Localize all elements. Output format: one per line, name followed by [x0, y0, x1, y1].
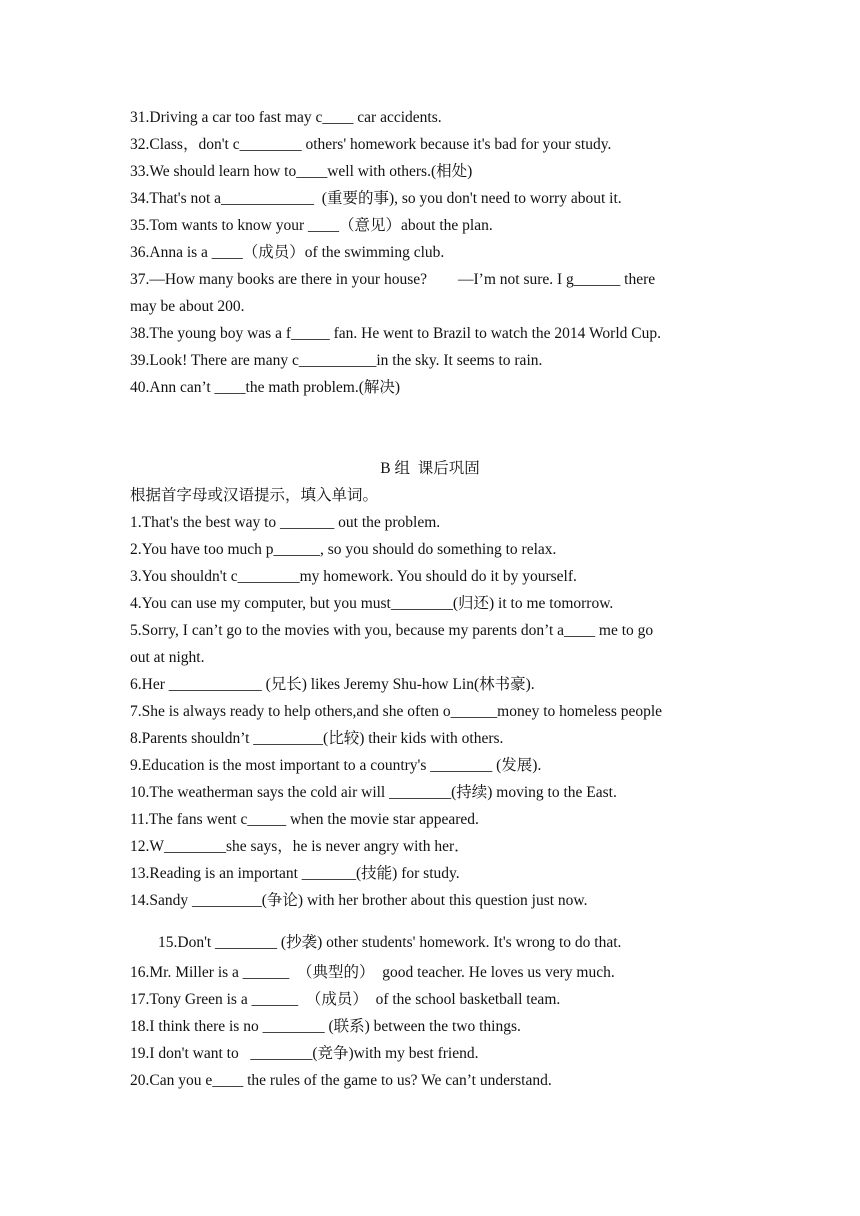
question-b13: 13.Reading is an important _______(技能) for study. [130, 865, 460, 882]
question-b16: 16.Mr. Miller is a ______ （典型的） good teacher. He loves us very much. [130, 964, 615, 981]
question-36: 36.Anna is a ____（成员）of the swimming club. [130, 244, 445, 261]
question-b19: 19.I don't want to ________(竞争)with my best friend. [130, 1045, 479, 1062]
question-38: 38.The young boy was a f_____ fan. He went to Brazil to watch the 2014 World Cup. [130, 325, 661, 342]
question-b17: 17.Tony Green is a ______ （成员） of the school basketball team. [130, 991, 561, 1008]
question-40: 40.Ann can’t ____the math problem.(解决) [130, 379, 401, 396]
section-b-instruction: 根据首字母或汉语提示，填入单词。 [130, 487, 379, 504]
question-b11: 11.The fans went c_____ when the movie star appeared. [130, 811, 479, 828]
question-b9: 9.Education is the most important to a country's ________ (发展). [130, 757, 542, 774]
question-b10: 10.The weatherman says the cold air will ________(持续) moving to the East. [130, 784, 617, 801]
question-34: 34.That's not a____________ (重要的事), so you don't need to worry about it. [130, 190, 622, 207]
question-37-continued: may be about 200. [130, 298, 245, 315]
question-b18: 18.I think there is no ________ (联系) between the two things. [130, 1018, 521, 1035]
question-b12: 12.W________she says，he is never angry with her． [130, 838, 470, 855]
question-b14: 14.Sandy _________(争论) with her brother about this question just now. [130, 892, 588, 909]
question-b5-continued: out at night. [130, 649, 205, 666]
question-32: 32.Class，don't c________ others' homework because it's bad for your study. [130, 136, 612, 153]
question-37: 37.—How many books are there in your house? —I’m not sure. I g______ there [130, 271, 656, 288]
question-b8: 8.Parents shouldn’t _________(比较) their kids with others. [130, 730, 504, 747]
section-b-title: B 组 课后巩固 [380, 460, 480, 477]
question-b20: 20.Can you e____ the rules of the game to us? We can’t understand. [130, 1072, 552, 1089]
question-33: 33.We should learn how to____well with others.(相处) [130, 163, 473, 180]
question-b6: 6.Her ____________ (兄长) likes Jeremy Shu-how Lin(林书豪). [130, 676, 535, 693]
question-b15: 15.Don't ________ (抄袭) other students' homework. It's wrong to do that. [158, 934, 622, 951]
question-b7: 7.She is always ready to help others,and she often o______money to homeless people [130, 703, 663, 720]
question-31: 31.Driving a car too fast may c____ car accidents. [130, 109, 442, 126]
question-b2: 2.You have too much p______, so you should do something to relax. [130, 541, 557, 558]
question-35: 35.Tom wants to know your ____（意见）about the plan. [130, 217, 493, 234]
question-b3: 3.You shouldn't c________my homework. You should do it by yourself. [130, 568, 577, 585]
question-b5: 5.Sorry, I can’t go to the movies with you, because my parents don’t a____ me to go [130, 622, 654, 639]
question-b4: 4.You can use my computer, but you must________(归还) it to me tomorrow. [130, 595, 614, 612]
question-39: 39.Look! There are many c__________in the sky. It seems to rain. [130, 352, 543, 369]
question-b1: 1.That's the best way to _______ out the problem. [130, 514, 441, 531]
